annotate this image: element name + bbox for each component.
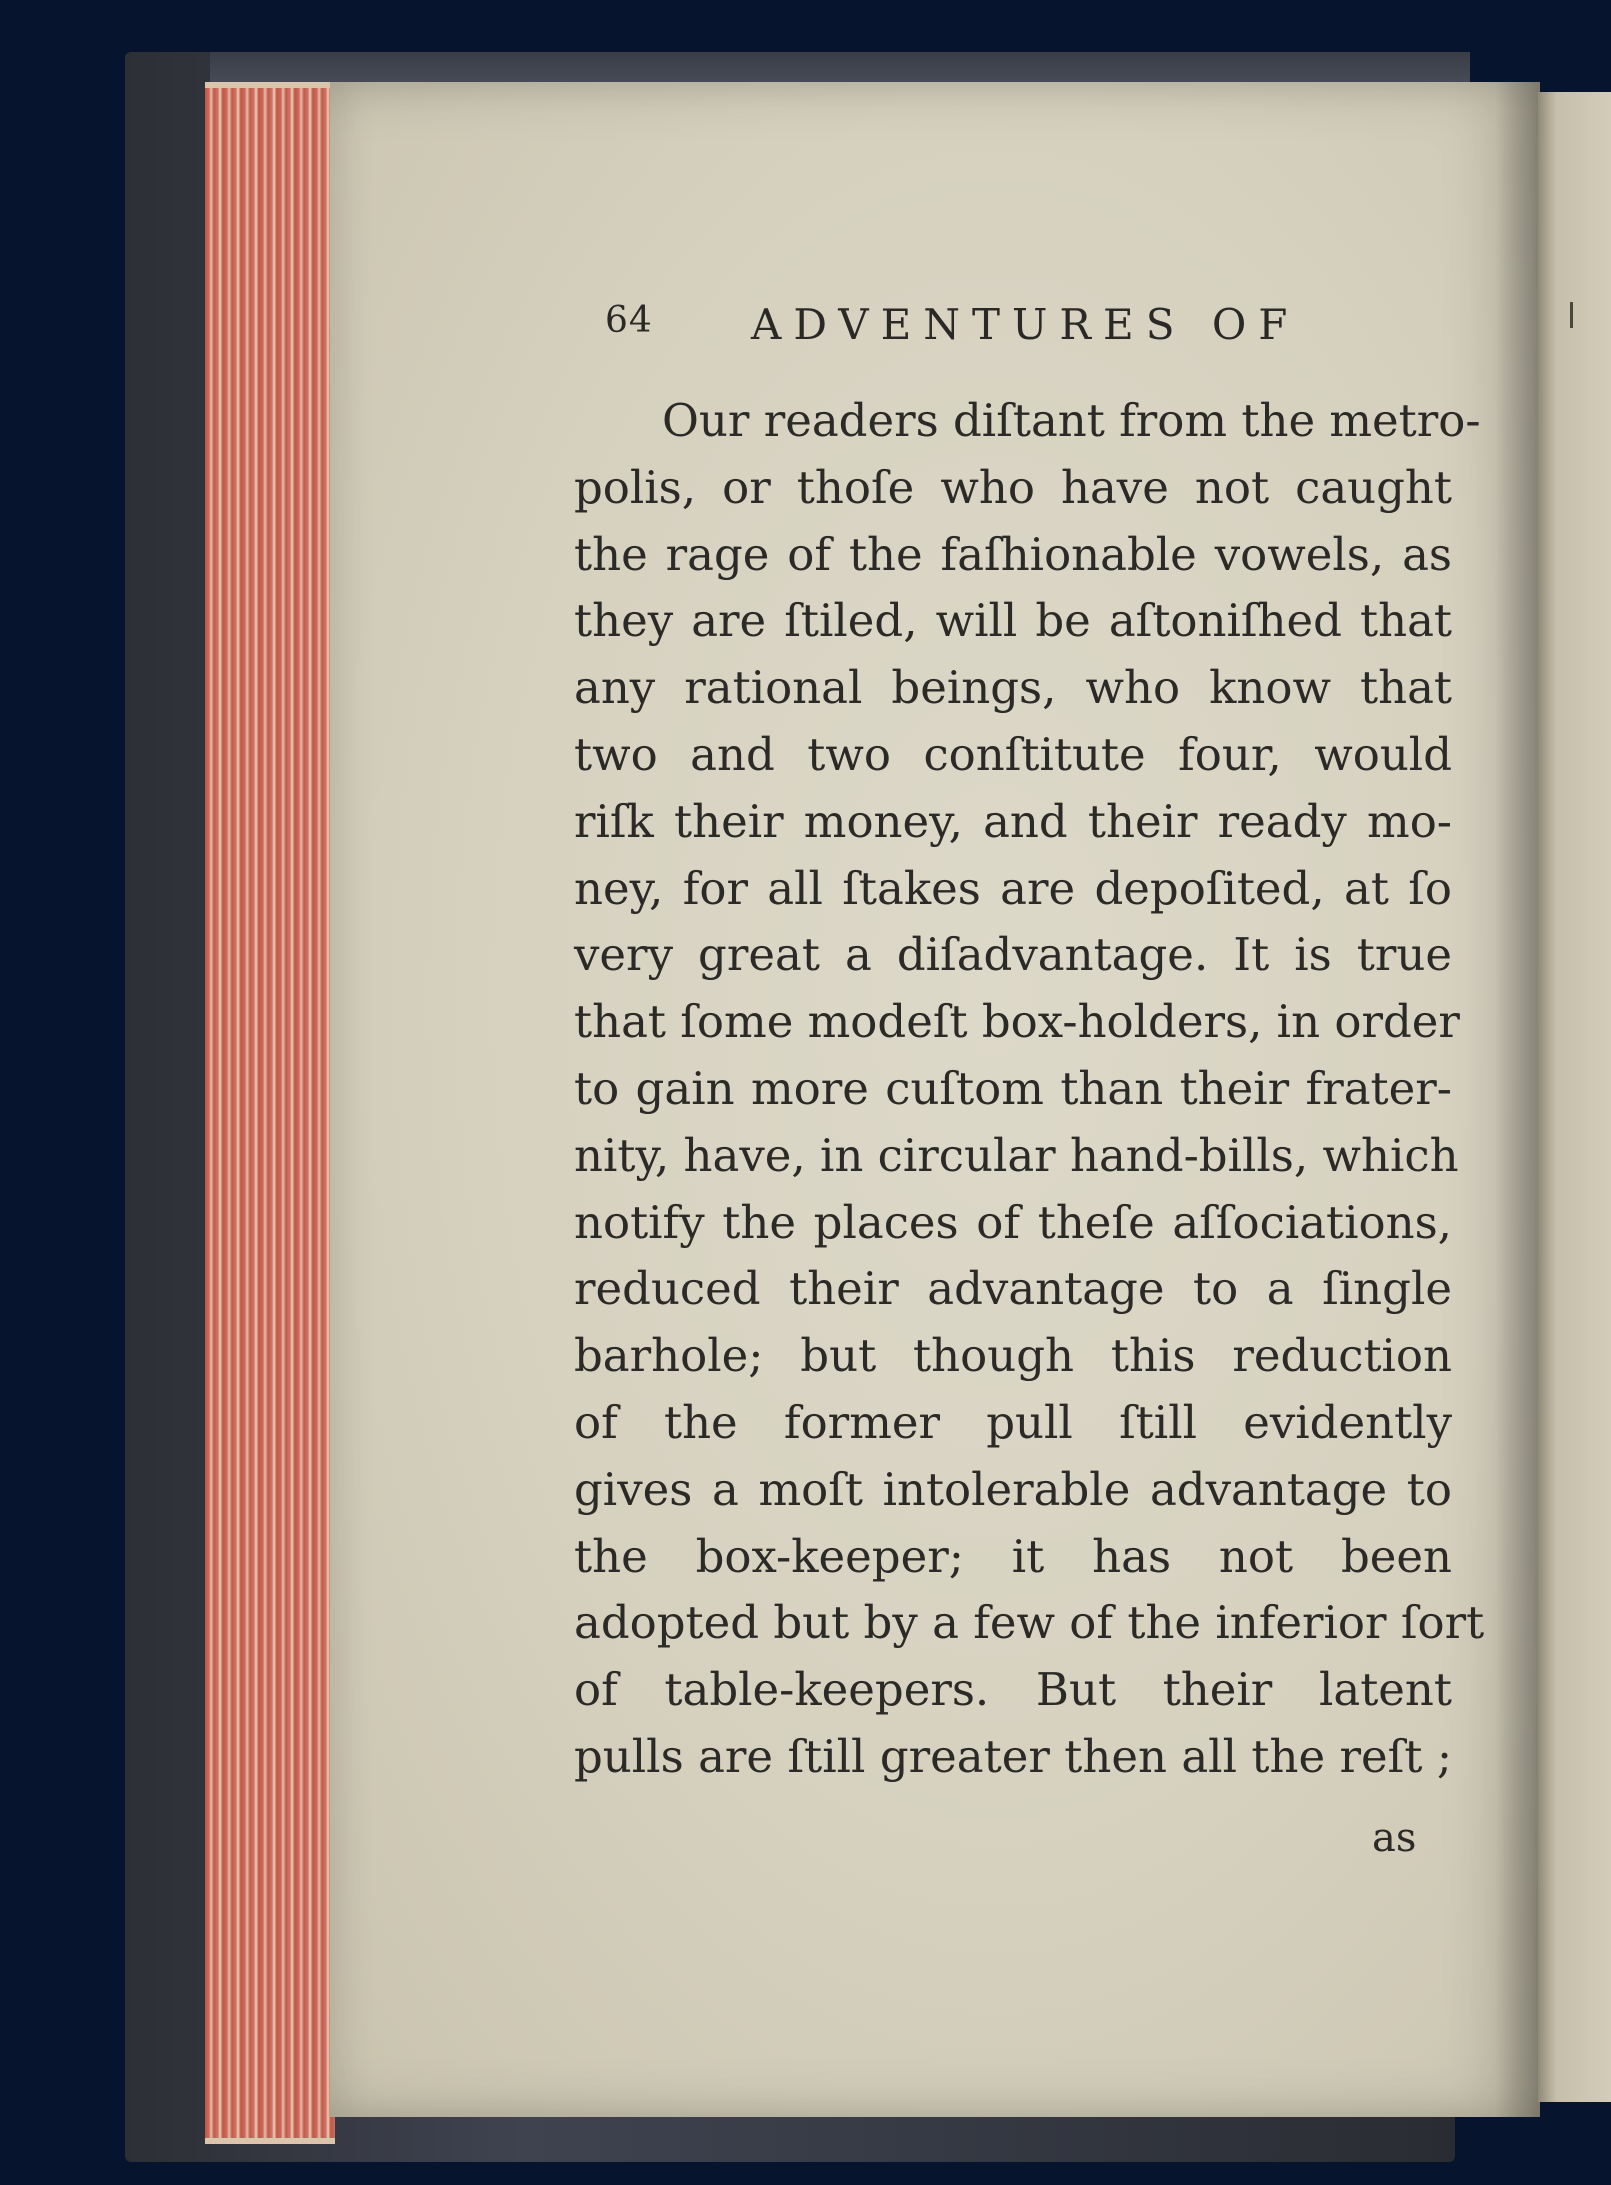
text-line: nity, have, in circular hand-bills, which [574, 1128, 1459, 1182]
text-line: riſk their money, and their ready mo- [574, 794, 1452, 848]
facing-page [1538, 92, 1611, 2102]
text-line: very great a diſadvantage. It is true [574, 928, 1452, 982]
text-line: to gain more cuſtom than their frater- [574, 1061, 1452, 1115]
running-title: ADVENTURES OF [751, 300, 1300, 349]
page-edges [205, 82, 335, 2144]
text-line: reduced their advantage to a ſingle [574, 1262, 1452, 1316]
text-line: barhole; but though this reduction [574, 1329, 1452, 1383]
text-line: they are ſtiled, will be aſtoniſhed that [574, 594, 1452, 648]
facing-page-mark [1570, 302, 1573, 328]
text-line: pulls are ſtill greater then all the reſt ; [574, 1729, 1452, 1783]
page-number: 64 [605, 300, 653, 341]
text-line: adopted but by a few of the inferior ſort [574, 1596, 1485, 1650]
text-line: of the former pull ſtill evidently [574, 1395, 1452, 1449]
text-line: the box-keeper; it has not been [574, 1529, 1452, 1583]
text-line: polis, or thoſe who have not caught [574, 460, 1452, 514]
text-line: notify the places of theſe aſſociations, [574, 1195, 1452, 1249]
page-gutter-shadow [1495, 82, 1540, 2117]
text-line: ney, for all ſtakes are depoſited, at ſo [574, 861, 1452, 915]
text-line: gives a moſt intolerable advantage to [574, 1462, 1452, 1516]
body-text [574, 388, 1485, 1791]
catchword: as [1372, 1815, 1417, 1861]
text-line: Our readers diſtant from the metro- [662, 394, 1481, 447]
text-line: the rage of the faſhionable vowels, as [574, 527, 1452, 581]
text-line: any rational beings, who know that [574, 661, 1452, 715]
text-line: two and two conſtitute four, would [574, 727, 1452, 781]
text-line: that ſome modeſt box-holders, in order [574, 995, 1460, 1049]
text-line: of table-keepers. But their latent [574, 1663, 1452, 1717]
running-head [605, 300, 1365, 360]
